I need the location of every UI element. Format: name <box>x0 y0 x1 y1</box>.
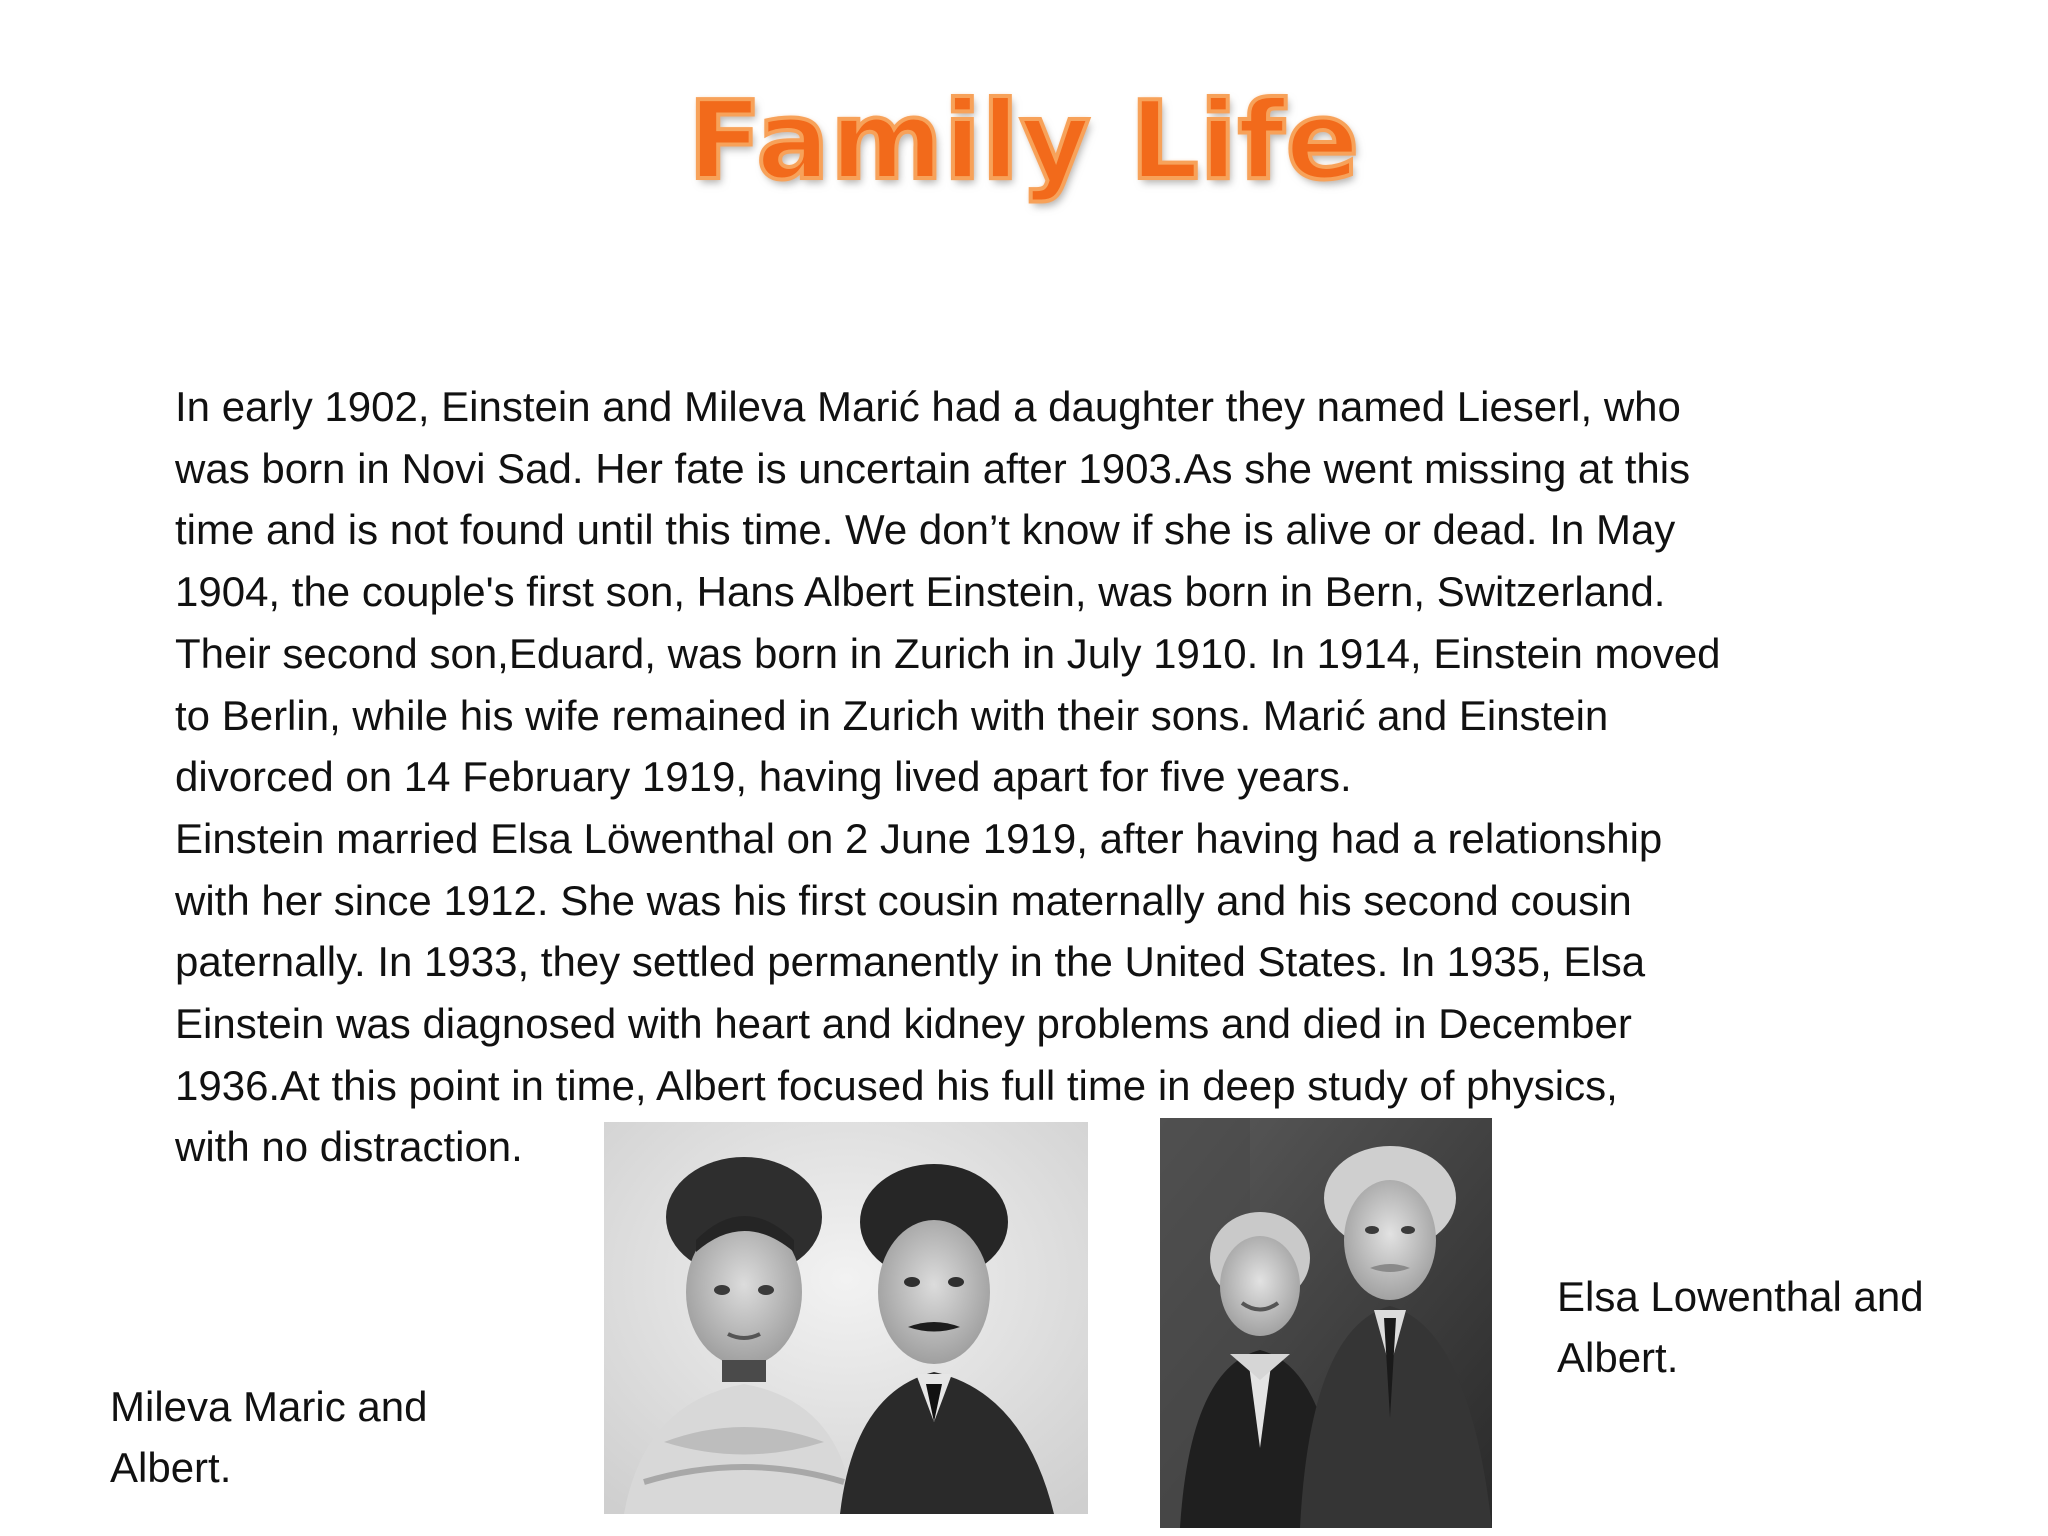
photo-mileva-and-albert <box>604 1122 1088 1514</box>
paragraph-first-marriage: In early 1902, Einstein and Mileva Marić had a daughter they named Lieserl, who was born in Novi Sad. Her fate is uncertain after 1903.As she went missing at this time and is not found until this time. We don’t know if she is alive or dead. In May 1904, the couple's first son, Hans Albert Einstein, was born in Bern, Switzerland. Their second son,Eduard, was born in Zurich in July 1910. In 1914, Einstein moved to Berlin, while his wife remained in Zurich with their sons. Marić and Einstein divorced on 14 February 1919, having lived apart for five years. <box>175 383 1721 801</box>
caption-mileva-and-albert: Mileva Maric and Albert. <box>110 1383 428 1491</box>
photo-elsa-and-albert-image <box>1160 1118 1492 1528</box>
photo-mileva-and-albert-image <box>604 1122 1088 1514</box>
photo-elsa-and-albert <box>1160 1118 1492 1528</box>
caption-elsa-and-albert: Elsa Lowenthal and Albert. <box>1557 1273 1924 1381</box>
paragraph-second-marriage: Einstein married Elsa Löwenthal on 2 June 1919, after having had a relationship with her since 1912. She was his first cousin maternally and his second cousin paternally. In 1933, they settled permanently in the United States. In 1935, Elsa Einstein was diagnosed with heart and kidney problems and died in December 1936.At this point in time, Albert focused his full time in deep study of physics, with no distraction. <box>175 814 1663 1171</box>
body-text <box>175 376 1935 1178</box>
slide-title: Family Life <box>688 79 1360 204</box>
